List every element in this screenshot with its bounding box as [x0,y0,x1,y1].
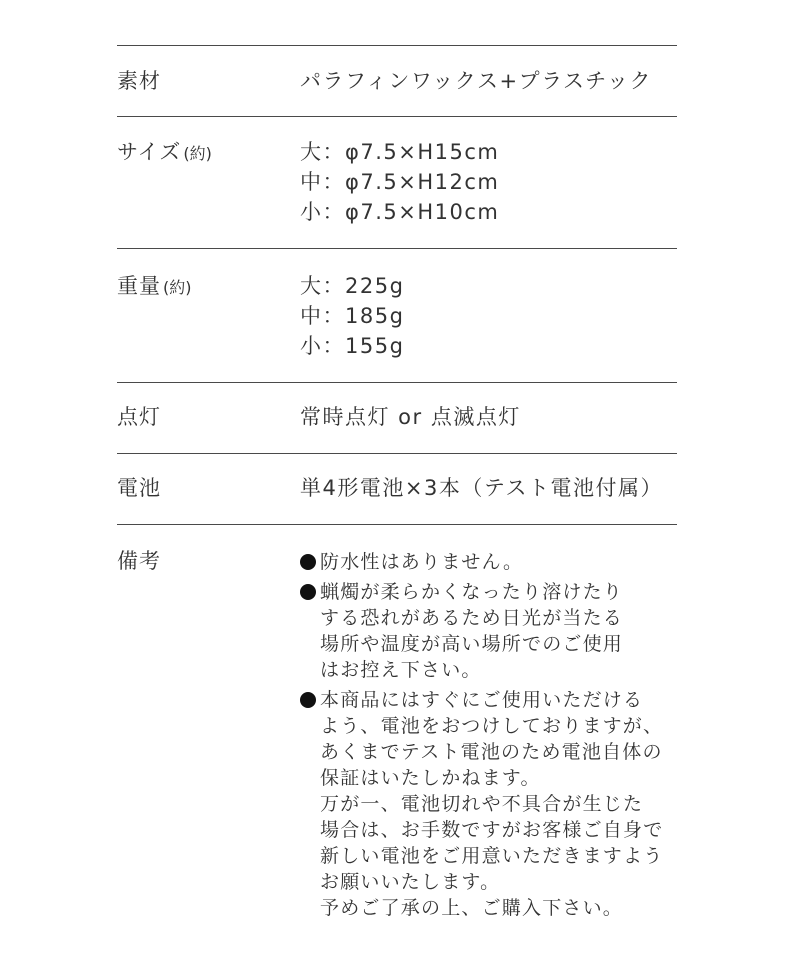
row-value [300,402,521,432]
value-line: 常時点灯 or 点滅点灯 [300,405,521,429]
remark-line: 蝋燭が柔らかくなったり溶けたり [320,581,624,603]
spec-table [117,45,677,935]
spec-row-remarks [117,525,677,935]
remark-line: 万が一、電池切れや不具合が生じた [320,793,644,815]
value-line: 大：φ7.5×H15cm [300,140,500,164]
spec-row-lighting [117,383,677,453]
remark-item [300,687,663,921]
remark-line: 本商品にはすぐにご使用いただける [320,689,644,711]
approx-note: (約) [183,144,212,163]
remark-line: はお控え下さい。 [320,659,482,681]
remark-line: 場合は、お手数ですがお客様ご自身で [320,819,664,841]
spec-row-material [117,46,677,116]
approx-note: (約) [163,278,192,297]
row-value [300,473,663,503]
remark-item [300,579,663,683]
bullet-dot-icon [300,584,316,600]
value-line: 中：φ7.5×H12cm [300,170,500,194]
remark-line: あくまでテスト電池のため電池自体の [320,741,663,763]
value-line: 大：225g [300,274,405,298]
row-label: 点灯 [117,405,161,429]
row-value [300,66,652,96]
row-label: 備考 [117,549,161,573]
value-line: 中：185g [300,304,405,328]
remark-line: お願いいたします。 [320,871,501,893]
remark-item [300,549,663,575]
row-label: 重量 (約) [117,274,192,298]
remark-line: 予めご了承の上、ご購入下さい。 [320,897,624,919]
remark-line: 場所や温度が高い場所でのご使用 [320,633,624,655]
value-line: パラフィンワックス+プラスチック [300,69,652,93]
value-line: 小：155g [300,334,405,358]
spec-row-size [117,117,677,248]
row-label: 素材 [117,69,161,93]
remark-line: 新しい電池をご用意いただきますよう [320,845,664,867]
value-line: 小：φ7.5×H10cm [300,200,500,224]
remark-line: よう、電池をおつけしておりますが、 [320,715,664,737]
row-value [300,137,499,227]
row-label: サイズ (約) [117,140,212,164]
remarks-list [300,549,663,925]
spec-row-weight [117,249,677,382]
bullet-dot-icon [300,554,316,570]
spec-row-battery [117,454,677,524]
bullet-dot-icon [300,692,316,708]
remark-line: 防水性はありません。 [320,551,524,573]
row-label: 電池 [117,476,161,500]
remark-line: 保証はいたしかねます。 [320,767,541,789]
value-line: 単4形電池×3本（テスト電池付属） [300,476,663,500]
row-value [300,271,404,361]
remark-line: する恐れがあるため日光が当たる [320,607,624,629]
